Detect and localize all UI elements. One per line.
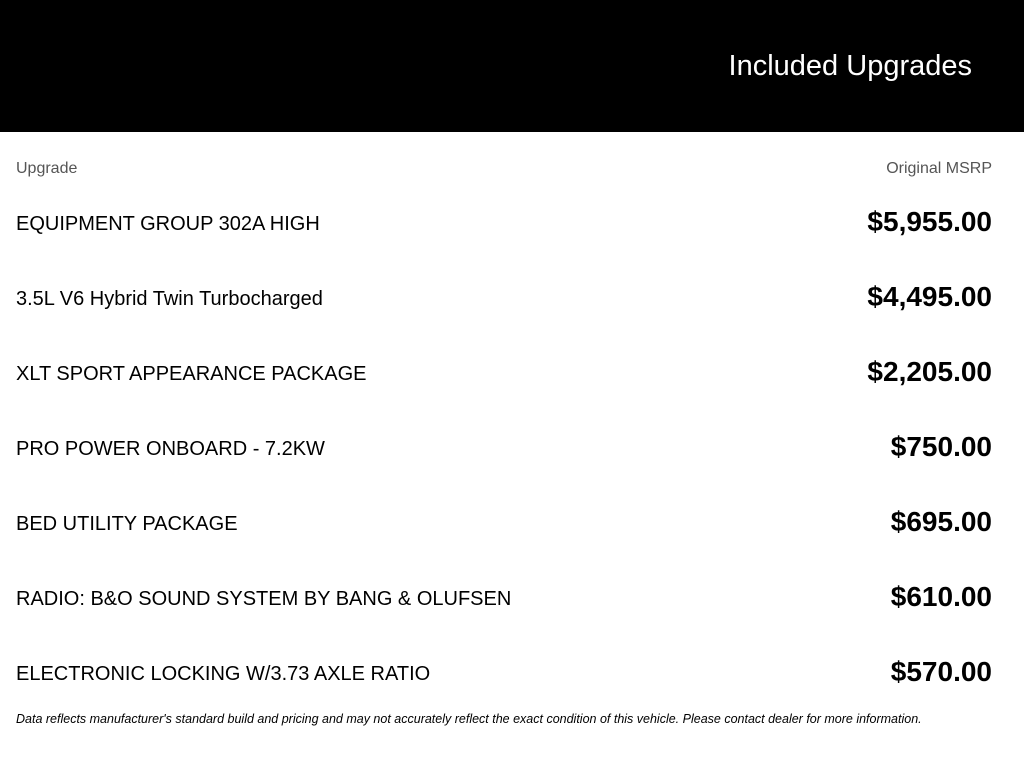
upgrade-name: BED UTILITY PACKAGE [16, 513, 238, 535]
upgrade-name: EQUIPMENT GROUP 302A HIGH [16, 213, 320, 235]
upgrade-name: RADIO: B&O SOUND SYSTEM BY BANG & OLUFSEN [16, 588, 512, 610]
upgrades-list [16, 200, 992, 725]
upgrade-price: $5,955.00 [867, 206, 992, 237]
upgrade-name: PRO POWER ONBOARD - 7.2KW [16, 438, 325, 460]
upgrade-row [16, 500, 992, 575]
upgrade-row [16, 425, 992, 500]
column-header-msrp: Original MSRP [886, 160, 992, 177]
upgrade-price: $570.00 [890, 656, 992, 687]
upgrade-name: ELECTRONIC LOCKING W/3.73 AXLE RATIO [16, 663, 431, 685]
header-banner [0, 0, 1024, 132]
upgrade-row [16, 350, 992, 425]
upgrade-row [16, 275, 992, 350]
upgrade-price: $610.00 [890, 581, 992, 612]
upgrade-name: 3.5L V6 Hybrid Twin Turbocharged [16, 288, 323, 310]
upgrade-price: $750.00 [890, 431, 992, 462]
disclaimer-text: Data reflects manufacturer's standard build and pricing and may not accurately reflect the exact condition of this vehicle. Please contact dealer for more information. [16, 712, 922, 726]
upgrade-price: $4,495.00 [867, 281, 992, 312]
column-header-upgrade: Upgrade [16, 160, 78, 177]
upgrade-row [16, 200, 992, 275]
column-headers [16, 160, 992, 180]
upgrade-row [16, 575, 992, 650]
upgrade-price: $695.00 [890, 506, 992, 537]
upgrade-name: XLT SPORT APPEARANCE PACKAGE [16, 363, 367, 385]
upgrade-price: $2,205.00 [867, 356, 992, 387]
page-title: Included Upgrades [728, 50, 972, 82]
